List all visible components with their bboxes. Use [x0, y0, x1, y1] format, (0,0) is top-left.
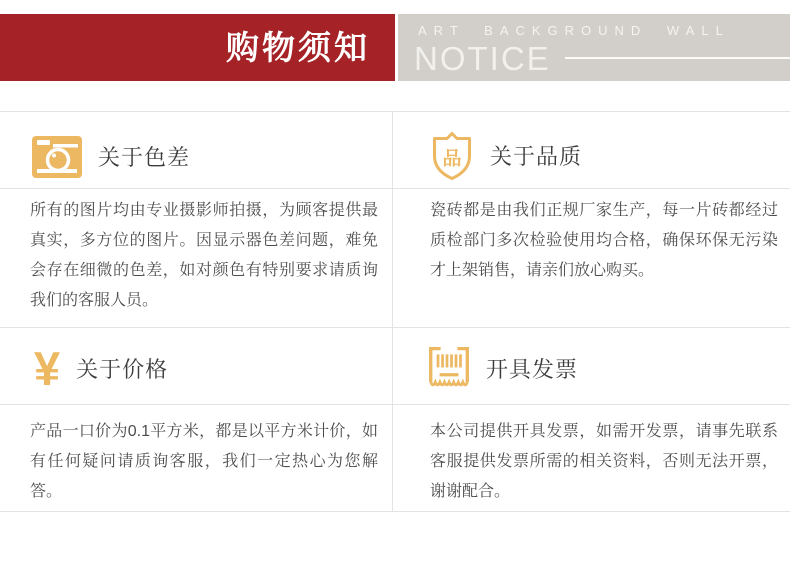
divider-horizontal-5: [0, 511, 790, 512]
section-price-header: [34, 327, 168, 404]
section-quality-body: 瓷砖都是由我们正规厂家生产，每一片砖都经过质检部门多次检验使用均合格，确保环保无污染才上架销售，请亲们放心购买。: [430, 202, 778, 279]
header-notice-label: NOTICE: [414, 39, 551, 77]
section-quality-header: [430, 111, 582, 188]
header-subtitle: ART BACKGROUND WALL: [418, 23, 730, 38]
page-title: 购物须知: [226, 29, 370, 66]
section-price-body: 产品一口价为0.1平方米，都是以平方米计价，如有任何疑问请质询客服，我们一定热心为您解答。: [30, 423, 378, 500]
quality-shield-icon: [430, 130, 474, 182]
section-invoice-title: 开具发票: [486, 357, 579, 382]
camera-icon: [32, 136, 82, 178]
header-decorative-line: [565, 57, 790, 59]
section-color-difference-header: [32, 111, 190, 188]
section-invoice-header: [428, 327, 578, 404]
section-price-title: 关于价格: [76, 357, 169, 382]
header-notice-row: [414, 40, 790, 76]
shield-glyph: 品: [442, 148, 462, 169]
divider-vertical-center: [392, 111, 393, 511]
divider-horizontal-2: [0, 188, 790, 189]
invoice-receipt-icon: [428, 346, 470, 392]
section-color-difference-title: 关于色差: [98, 145, 191, 170]
header-banner-gray: [398, 14, 790, 81]
divider-horizontal-4: [0, 404, 790, 405]
section-invoice-body: 本公司提供开具发票，如需开发票，请事先联系客服提供发票所需的相关资料，否则无法开票，谢谢配合。: [430, 423, 778, 500]
header-banner-red: [0, 14, 395, 81]
section-quality-title: 关于品质: [490, 144, 583, 169]
section-color-difference-body: 所有的图片均由专业摄影师拍摄，为顾客提供最真实，多方位的图片。因显示器色差问题，难免会存在细微的色差，如对颜色有特别要求请质询我们的客服人员。: [30, 202, 378, 309]
yuan-currency-icon: ¥: [34, 341, 61, 395]
